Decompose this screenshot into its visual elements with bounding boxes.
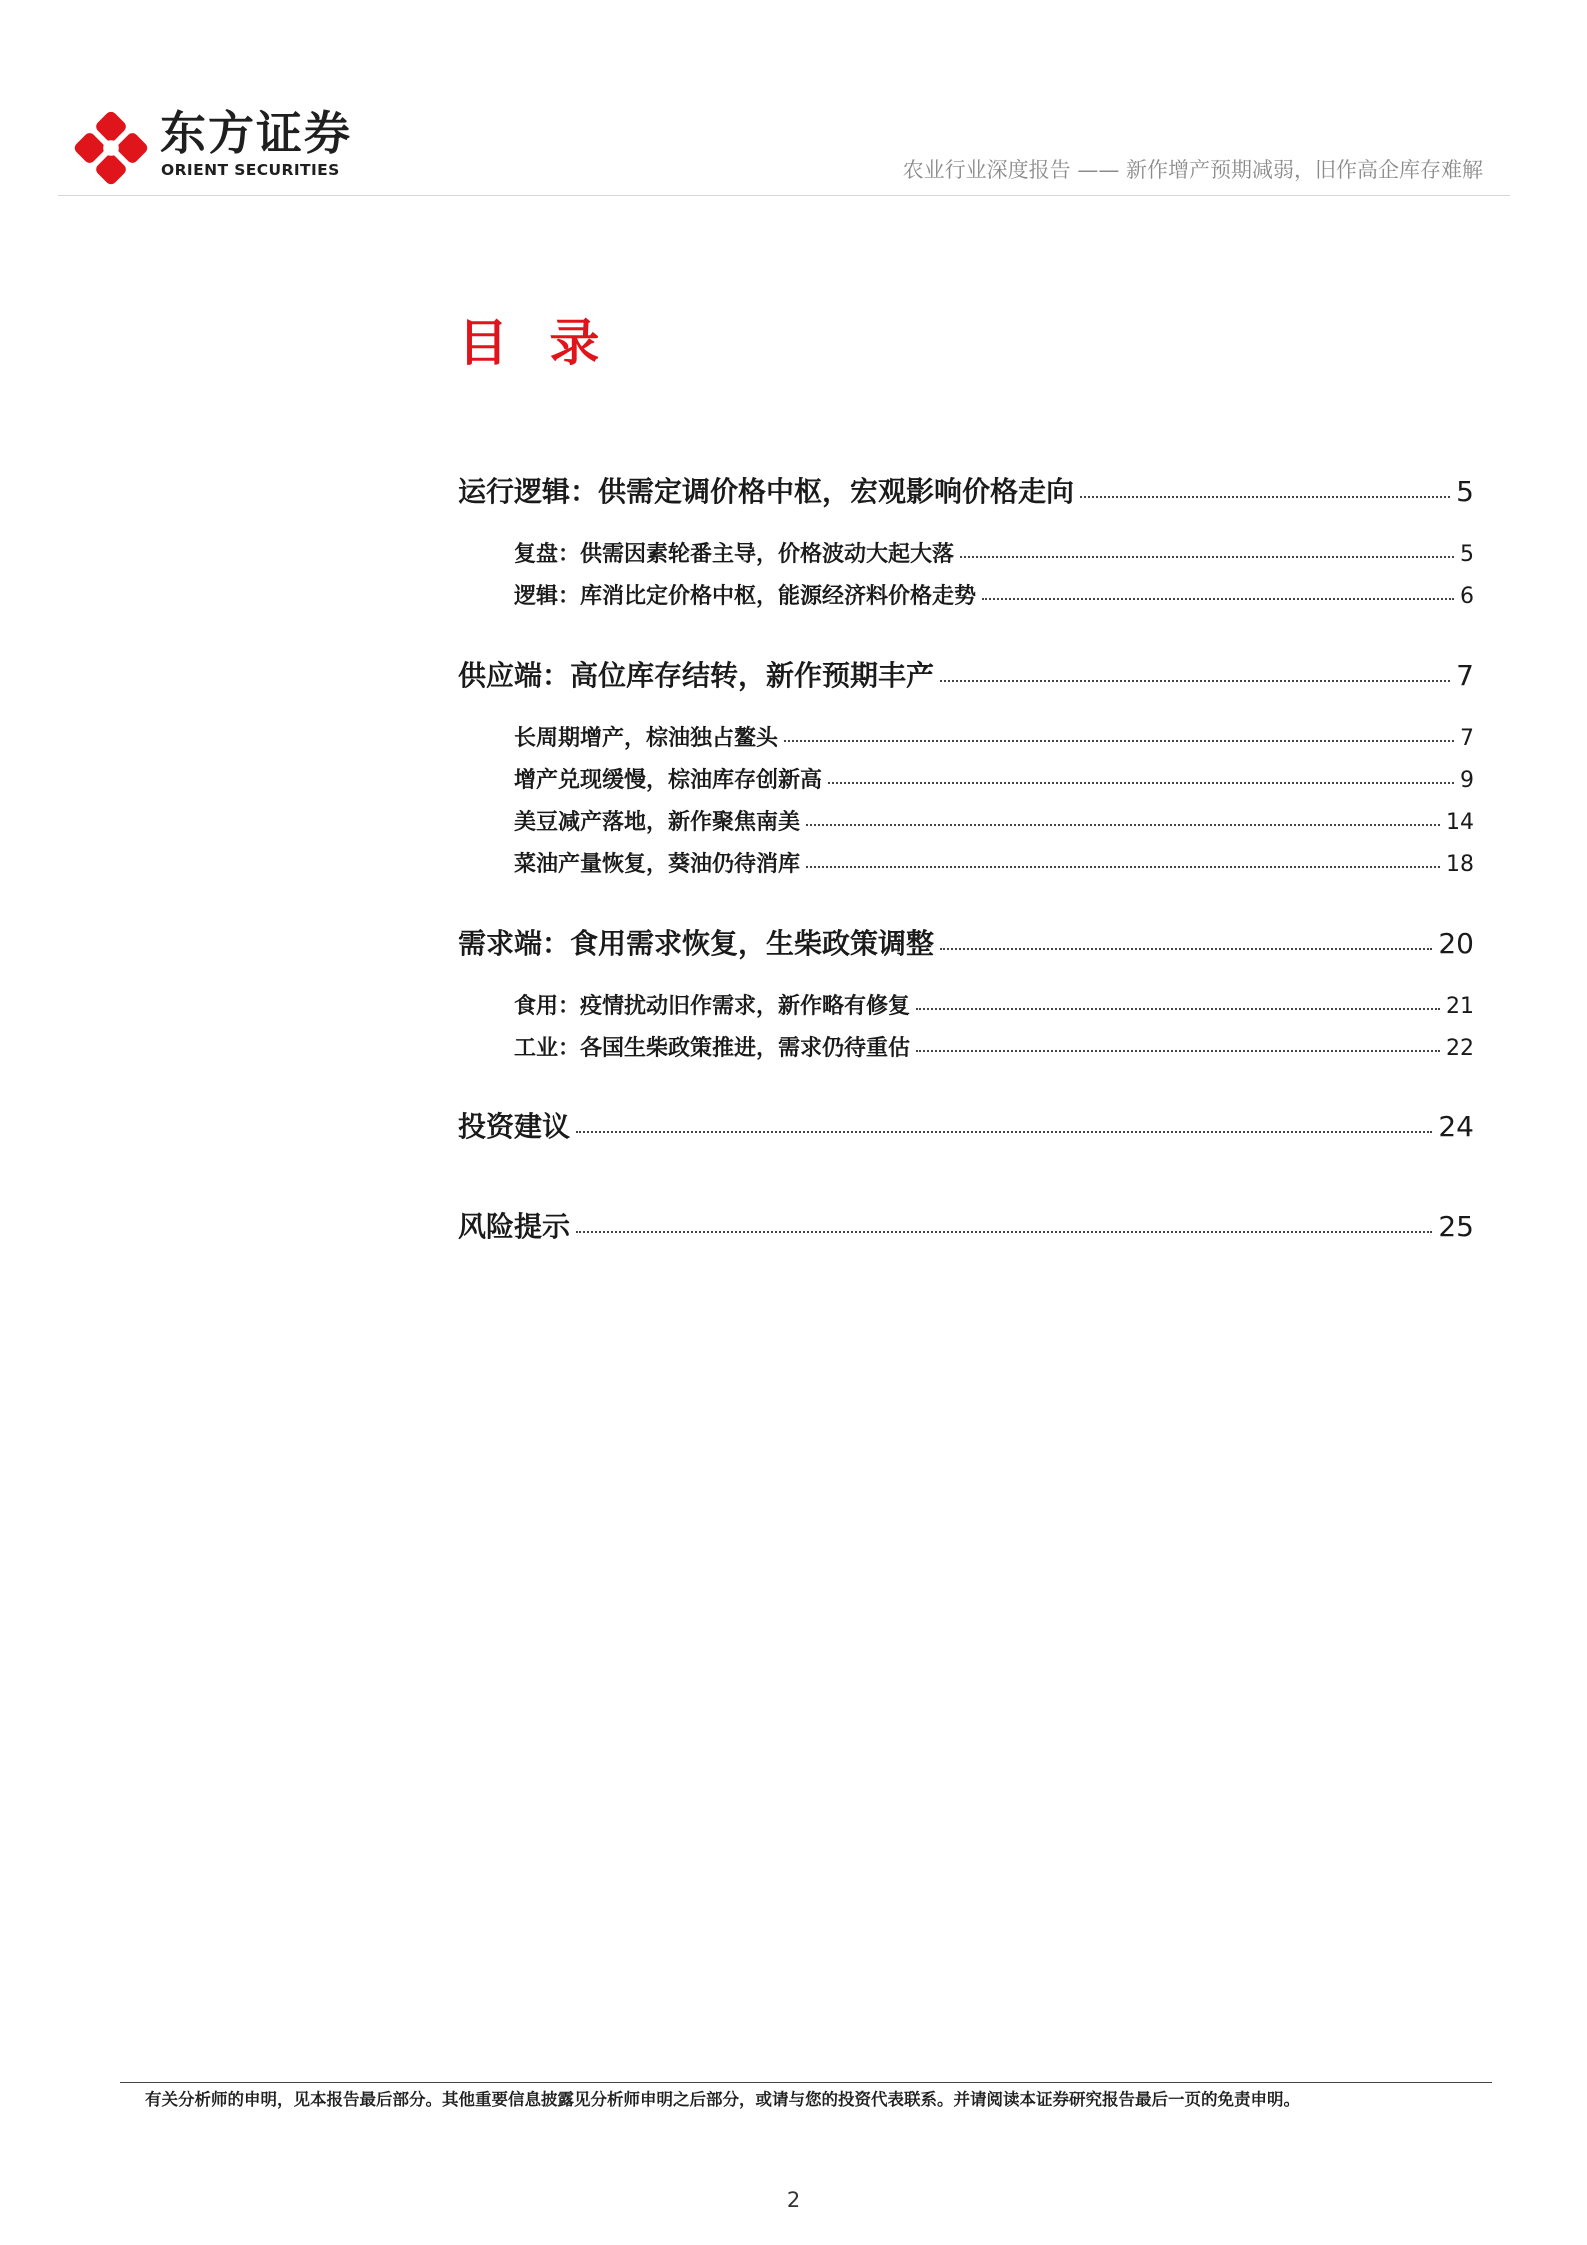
toc-entry-title: 投资建议	[458, 1110, 571, 1143]
toc-leader-dots	[576, 1131, 1432, 1133]
toc-entry[interactable]	[514, 847, 1474, 878]
toc-entry-page: 14	[1446, 810, 1474, 835]
toc-entry-title: 长周期增产，棕油独占鳌头	[514, 726, 779, 751]
toc-entry-title: 菜油产量恢复，葵油仍待消库	[514, 852, 801, 877]
toc-entry[interactable]	[514, 805, 1474, 836]
disclaimer-text: 有关分析师的申明，见本报告最后部分。其他重要信息披露见分析师申明之后部分，或请与您的投资代表联系。并请阅读本证券研究报告最后一页的免责申明。	[145, 2090, 1300, 2109]
toc-entry-page: 20	[1438, 927, 1474, 960]
toc-entry-title: 增产兑现缓慢，棕油库存创新高	[514, 768, 823, 793]
toc-entry[interactable]	[458, 922, 1474, 962]
toc-leader-dots	[982, 598, 1454, 600]
toc-entry[interactable]	[514, 579, 1474, 610]
toc-heading: 目 录	[458, 314, 612, 372]
toc-entry[interactable]	[458, 1105, 1474, 1145]
toc-entry[interactable]	[458, 654, 1474, 694]
toc-entry[interactable]	[458, 1205, 1474, 1245]
toc-entry-page: 5	[1456, 475, 1474, 508]
toc-entry-title: 需求端：食用需求恢复，生柴政策调整	[458, 927, 935, 960]
toc-leader-dots	[576, 1231, 1432, 1233]
toc-entry-page: 21	[1446, 994, 1474, 1019]
toc-entry-page: 7	[1460, 726, 1474, 751]
footer-divider	[120, 2082, 1492, 2083]
toc-entry-page: 25	[1438, 1210, 1474, 1243]
toc-leader-dots	[806, 824, 1440, 826]
logo-name-en: ORIENT SECURITIES	[161, 161, 340, 179]
toc-entry-page: 18	[1446, 852, 1474, 877]
toc-leader-dots	[940, 680, 1450, 682]
toc-entry-title: 美豆减产落地，新作聚焦南美	[514, 810, 801, 835]
toc-entry-page: 5	[1460, 542, 1474, 567]
toc-leader-dots	[960, 556, 1454, 558]
toc-entry-title: 供应端：高位库存结转，新作预期丰产	[458, 659, 935, 692]
report-title: 农业行业深度报告 —— 新作增产预期减弱，旧作高企库存难解	[902, 158, 1483, 182]
toc-entry[interactable]	[514, 1031, 1474, 1062]
logo-name-cn: 东方证券	[160, 106, 352, 160]
toc-entry-title: 食用：疫情扰动旧作需求，新作略有修复	[514, 994, 911, 1019]
toc-leader-dots	[916, 1050, 1440, 1052]
toc-entry-page: 9	[1460, 768, 1474, 793]
page-number: 2	[786, 2188, 801, 2212]
toc-entry[interactable]	[514, 989, 1474, 1020]
toc-entry-title: 工业：各国生柴政策推进，需求仍待重估	[514, 1036, 911, 1061]
toc-entry-page: 6	[1460, 584, 1474, 609]
toc-entry-title: 运行逻辑：供需定调价格中枢，宏观影响价格走向	[458, 475, 1075, 508]
orient-securities-logo-icon	[72, 108, 150, 188]
toc-entry-page: 24	[1438, 1110, 1474, 1143]
toc-entry[interactable]	[514, 763, 1474, 794]
toc-leader-dots	[940, 948, 1432, 950]
toc-entry[interactable]	[514, 537, 1474, 568]
toc-leader-dots	[1080, 496, 1450, 498]
header-divider	[58, 195, 1510, 196]
toc-entry-page: 22	[1446, 1036, 1474, 1061]
toc-entry-title: 风险提示	[458, 1210, 571, 1243]
toc-entry[interactable]	[514, 721, 1474, 752]
toc-leader-dots	[784, 740, 1454, 742]
toc-entry[interactable]	[458, 470, 1474, 510]
toc-entry-page: 7	[1456, 659, 1474, 692]
toc-entry-title: 逻辑：库消比定价格中枢，能源经济料价格走势	[514, 584, 977, 609]
toc-leader-dots	[916, 1008, 1440, 1010]
toc-leader-dots	[828, 782, 1454, 784]
toc-leader-dots	[806, 866, 1440, 868]
toc-entry-title: 复盘：供需因素轮番主导，价格波动大起大落	[514, 542, 955, 567]
